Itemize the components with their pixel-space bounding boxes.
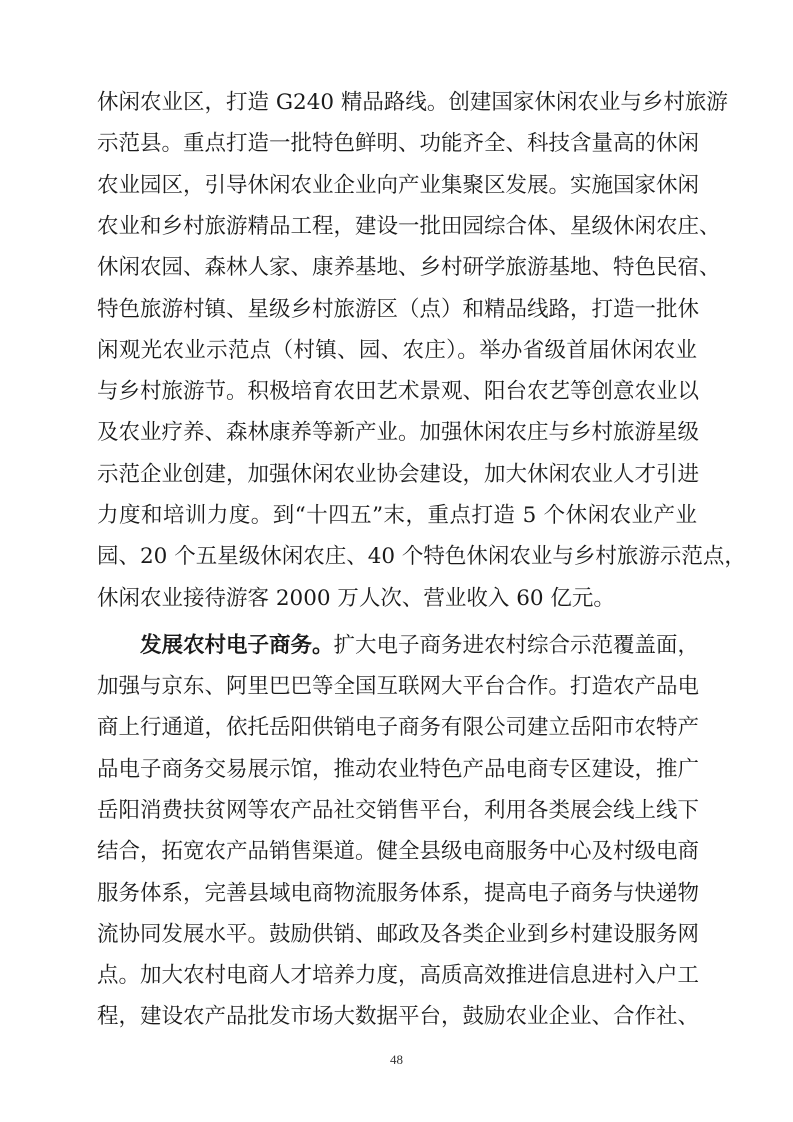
body-text-line: 服务体系，完善县域电商物流服务体系，提高电子商务与快递物 — [97, 881, 700, 906]
body-text-line: 休闲农业接待游客 2000 万人次、营业收入 60 亿元。 — [97, 586, 615, 611]
body-text-line: 程，建设农产品批发市场大数据平台，鼓励农业企业、合作社、 — [97, 1004, 700, 1029]
paragraph-heading: 发展农村电子商务。 — [140, 633, 334, 658]
body-text-line: 示范县。重点打造一批特色鲜明、功能齐全、科技含量高的休闲 — [97, 131, 700, 156]
body-text-line: 点。加大农村电商人才培养力度，高质高效推进信息进村入户工 — [97, 963, 700, 988]
body-text-line: 休闲农园、森林人家、康养基地、乡村研学旅游基地、特色民宿、 — [97, 255, 721, 280]
paragraph-first-line — [140, 628, 700, 664]
body-text-line: 休闲农业区，打造 G240 精品路线。创建国家休闲农业与乡村旅游 — [97, 90, 728, 115]
body-text-line: 品电子商务交易展示馆，推动农业特色产品电商专区建设，推广 — [97, 757, 700, 782]
body-text-line: 示范企业创建，加强休闲农业协会建设，加大休闲农业人才引进 — [97, 462, 700, 487]
page-number: 48 — [390, 1052, 403, 1067]
body-text-line: 农业和乡村旅游精品工程，建设一批田园综合体、星级休闲农庄、 — [97, 214, 721, 239]
body-text-line: 商上行通道，依托岳阳供销电子商务有限公司建立岳阳市农特产 — [97, 715, 700, 740]
body-text-line: 农业园区，引导休闲农业企业向产业集聚区发展。实施国家休闲 — [97, 173, 700, 198]
body-text-line: 与乡村旅游节。积极培育农田艺术景观、阳台农艺等创意农业以 — [97, 379, 700, 404]
body-text-line: 及农业疗养、森林康养等新产业。加强休闲农庄与乡村旅游星级 — [97, 420, 700, 445]
body-text-line: 结合，拓宽农产品销售渠道。健全县级电商服务中心及村级电商 — [97, 839, 700, 864]
body-text-line: 力度和培训力度。到“十四五”末，重点打造 5 个休闲农业产业 — [97, 503, 697, 528]
body-text-line: 园、20 个五星级休闲农庄、40 个特色休闲农业与乡村旅游示范点， — [97, 544, 746, 569]
body-text-run: 扩大电子商务进农村综合示范覆盖面， — [333, 633, 700, 658]
body-text-line: 特色旅游村镇、星级乡村旅游区（点）和精品线路，打造一批休 — [97, 297, 700, 322]
body-text-line: 加强与京东、阿里巴巴等全国互联网大平台合作。打造农产品电 — [97, 674, 700, 699]
body-text-line: 流协同发展水平。鼓励供销、邮政及各类企业到乡村建设服务网 — [97, 922, 700, 947]
body-text-line: 岳阳消费扶贫网等农产品社交销售平台，利用各类展会线上线下 — [97, 798, 700, 823]
body-text-line: 闲观光农业示范点（村镇、园、农庄）。举办省级首届休闲农业 — [97, 338, 697, 363]
